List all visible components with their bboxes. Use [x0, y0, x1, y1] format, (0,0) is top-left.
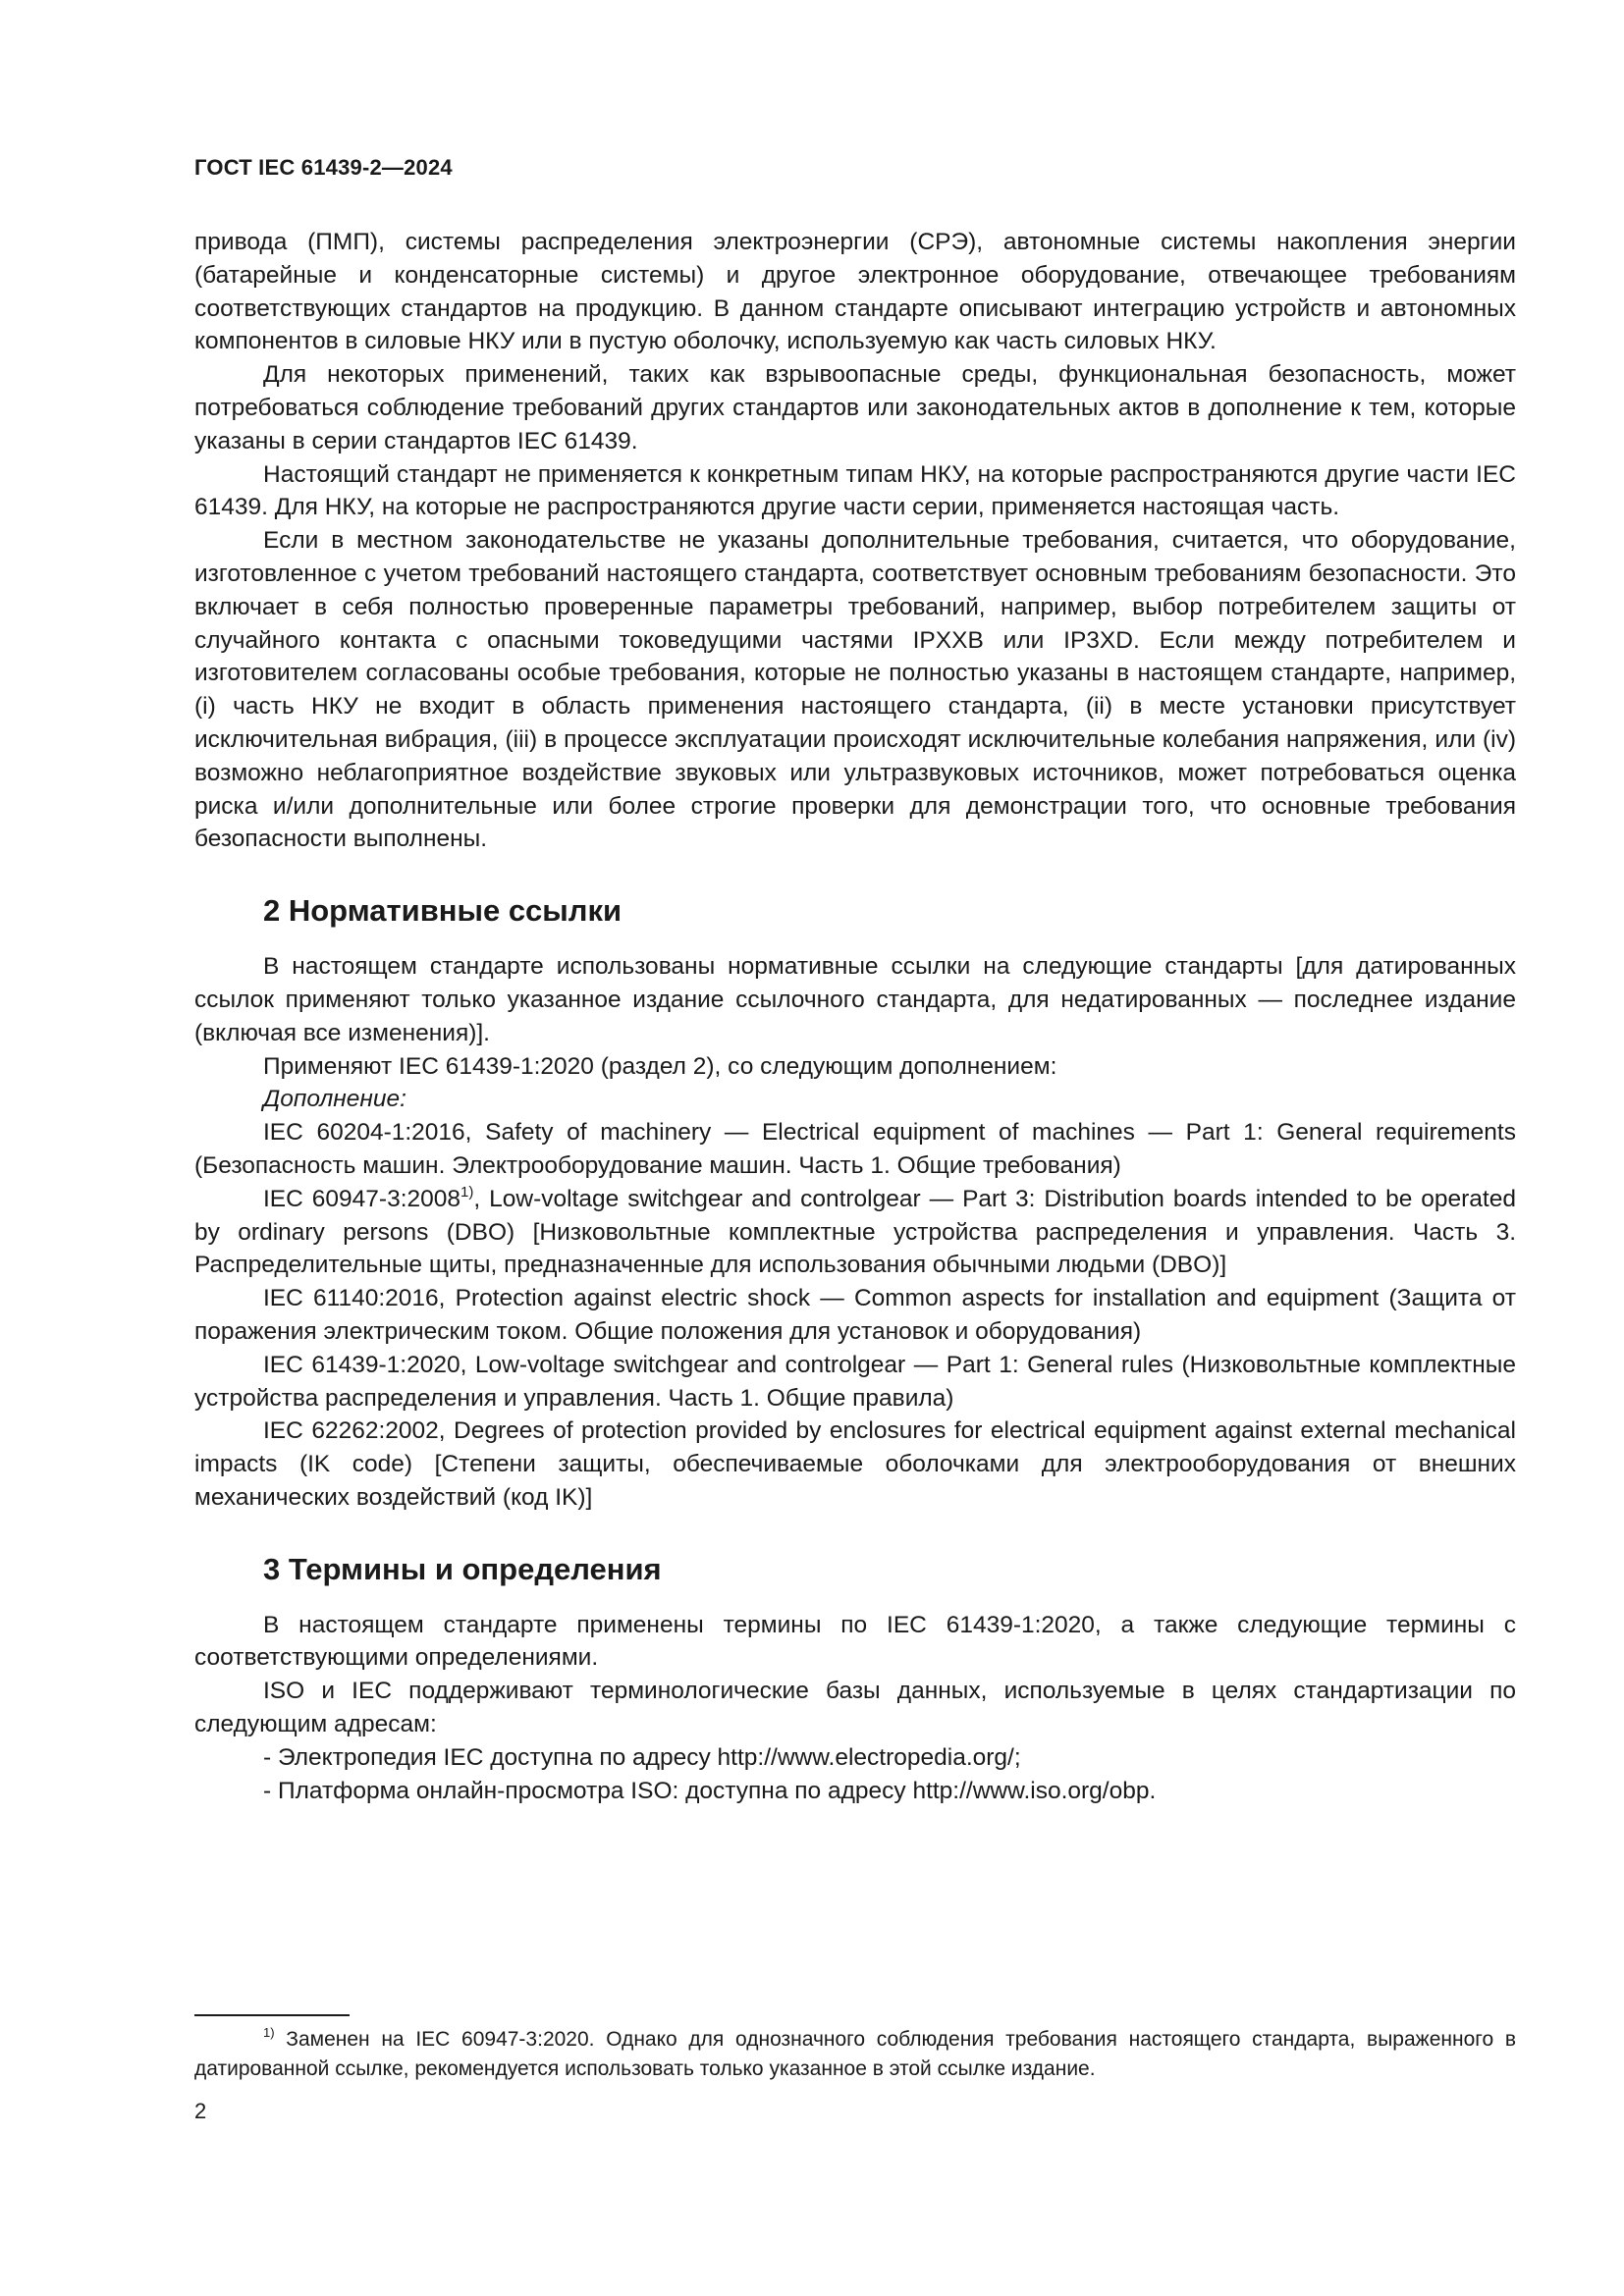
reference-iec-62262: IEC 62262:2002, Degrees of protection provided by enclosures for electrical equipment against external mechanical impacts (IK code) [Степени защиты, обеспечиваемые оболочками для электрооборудования от внешних механических воздействий (код IK)] [194, 1417, 1516, 1511]
page-body [194, 226, 1516, 1807]
addition-label: Дополнение: [263, 1086, 406, 1113]
reference-iec-60204-1: IEC 60204-1:2016, Safety of machinery — Electrical equipment of machines — Part 1: General requirements (Безопасность машин. Электрооборудование машин. Часть 1. Общие требования) [194, 1119, 1516, 1179]
reference-iec-61140: IEC 61140:2016, Protection against electric shock — Common aspects for installation and equipment (Защита от поражения электрическим током. Общие положения для установок и оборудования) [194, 1285, 1516, 1345]
footnote-text: Заменен на IEC 60947-3:2020. Однако для однозначного соблюдения требования настоящего стандарта, выраженного в датированной ссылке, рекомендуется использовать только указанное в этой ссылке издание. [194, 2028, 1516, 2080]
footnote-separator [194, 2014, 350, 2016]
intro-paragraph-4: Если в местном законодательстве не указаны дополнительные требования, считается, что оборудование, изготовленное с учетом требований настоящего стандарта, соответствует основным требованиям безопасности. Это включает в себя полностью проверенные параметры требований, например, выбор потребителем защиты от случайного контакта с опасными токоведущими частями IPXXB или IP3XD. Если между потребителем и изготовителем согласованы особые требования, которые не полностью указаны в настоящем стандарте, например, (i) часть НКУ не входит в область применения настоящего стандарта, (ii) в месте установки присутствует исключительная вибрация, (iii) в процессе эксплуатации происходят исключительные колебания напряжения, или (iv) возможно неблагоприятное воздействие звуковых или ультразвуковых источников, может потребоваться оценка риска и/или дополнительные или более строгие проверки для демонстрации того, что основные требования безопасности выполнены. [194, 527, 1516, 853]
intro-paragraph-3: Настоящий стандарт не применяется к конкретным типам НКУ, на которые распространяются другие части IEC 61439. Для НКУ, на которые не распространяются другие части серии, применяется настоящая часть. [194, 460, 1516, 521]
reference-iec-60947-3 [194, 1183, 1516, 1282]
reference-title: , Low-voltage switchgear and controlgear — Part 3: Distribution boards intended to be operated by ordinary persons (DBO) [Низковольтные комплектные устройства распределения и управления. Часть 3. Распределительные щиты, предназначенные для использования обычными людьми (DBO)] [194, 1185, 1516, 1279]
document-header: ГОСТ IEC 61439-2—2024 [194, 155, 453, 180]
intro-paragraph-1: привода (ПМП), системы распределения электроэнергии (СРЭ), автономные системы накопления энергии (батарейные и конденсаторные системы) и другое электронное оборудование, отвечающее требованиям соответствующих стандартов на продукцию. В данном стандарте описывают интеграцию устройств и автономных компонентов в силовые НКУ или в пустую оболочку, используемую как часть силовых НКУ. [194, 229, 1516, 355]
footnote-mark: 1) [460, 1183, 474, 1201]
section-3-heading: 3 Термины и определения [263, 1551, 662, 1586]
footnote-number: 1) [263, 2025, 275, 2040]
section-2-heading: 2 Нормативные ссылки [263, 893, 623, 929]
section-3-paragraph-2: ISO и IEC поддерживают терминологические базы данных, используемые в целях стандартизации по следующим адресам: [194, 1678, 1516, 1738]
intro-paragraph-2: Для некоторых применений, таких как взрывоопасные среды, функциональная безопасность, может потребоваться соблюдение требований других стандартов или законодательных актов в дополнение к тем, которые указаны в серии стандартов IEC 61439. [194, 361, 1516, 454]
section-2-paragraph-1: В настоящем стандарте использованы нормативные ссылки на следующие стандарты [для датированных ссылок применяют только указанное издание ссылочного стандарта, для недатированных — последнее издание (включая все изменения)]. [194, 953, 1516, 1046]
page-number: 2 [194, 2099, 207, 2123]
reference-iec-61439-1: IEC 61439-1:2020, Low-voltage switchgear and controlgear — Part 1: General rules (Низковольтные комплектные устройства распределения и управления. Часть 1. Общие правила) [194, 1351, 1516, 1412]
section-2-paragraph-2: Применяют IEC 61439-1:2020 (раздел 2), со следующим дополнением: [263, 1052, 1057, 1080]
term-database-iso-obp: - Платформа онлайн-просмотра ISO: доступна по адресу http://www.iso.org/obp. [263, 1777, 1157, 1804]
term-database-electropedia: - Электропедия IEC доступна по адресу http://www.electropedia.org/; [263, 1743, 1021, 1771]
footnote-text-line [194, 2025, 1516, 2084]
section-3-paragraph-1: В настоящем стандарте применены термины по IEC 61439-1:2020, а также следующие термины с соответствующими определениями. [194, 1611, 1516, 1672]
footnote [194, 2025, 1516, 2084]
reference-code: IEC 60947-3:2008 [263, 1185, 461, 1212]
